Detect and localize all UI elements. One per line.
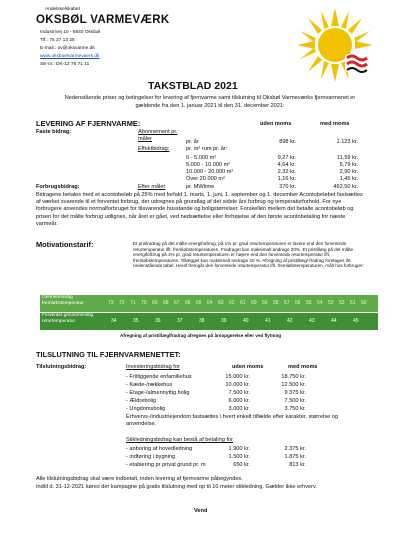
price-row-uden: 1,16 kr.	[277, 176, 296, 182]
flow-temp-value: 61	[240, 300, 246, 306]
price-row-desc: pr. m² rum pr. år:	[186, 146, 228, 152]
fee-row-med: 3.750 kr.	[284, 406, 306, 412]
footer-note-1: Alle tilslutningsbidrag skal være indbetalt, inden levering af fjernvarme påbegyndes.	[36, 476, 243, 482]
flow-temp-value: 71	[130, 300, 136, 306]
motivation-caption: Afregning af pristillæg/fradrag afregnes på årsopgørelse eller ved flytning	[120, 333, 282, 338]
flow-temp-value: 66	[185, 300, 191, 306]
forbrug-uden: 370 kr.	[279, 184, 296, 190]
return-temp-value: 37	[177, 318, 183, 324]
flow-temp-value: 52	[339, 300, 345, 306]
price-row-med: 1.123 kr.	[336, 139, 358, 145]
company-name: OKSBØL VARMEVÆRK	[36, 14, 170, 26]
flow-temp-value: 58	[273, 300, 279, 306]
return-temp-value: 43	[309, 318, 315, 324]
turn-page-label: Vend	[194, 508, 208, 514]
return-temperature-row	[40, 313, 378, 330]
stikledning-heading: Stikledningsbidrag kan bestå af betaling for	[126, 437, 233, 443]
flow-temp-value: 59	[262, 300, 268, 306]
price-row-med: 2,90 kr.	[339, 169, 358, 175]
flow-temp-value: 56	[295, 300, 301, 306]
flow-temp-value: 65	[196, 300, 202, 306]
erhverv-note: Erhvervs-/industriejendom fastsættes i hvert enkelt tilfælde efter karakter, størrelse og anvendelse.	[126, 414, 339, 427]
flow-temp-value: 50	[361, 300, 367, 306]
tilslutningsbidrag-label: Tilslutningsbidrag:	[36, 364, 87, 370]
flow-temp-value: 69	[152, 300, 158, 306]
price-row-desc: pr. år	[186, 139, 199, 145]
return-temp-value: 35	[133, 318, 139, 324]
return-temp-value: 41	[265, 318, 271, 324]
forbrugsbidrag-label: Forbrugsbidrag:	[36, 184, 80, 190]
fee-row-med: 7.500 kr.	[284, 398, 306, 404]
flow-temp-value: 55	[306, 300, 312, 306]
company-prefix: Andelsselskabet	[45, 7, 80, 12]
price-row-med: 5,79 kr.	[339, 162, 358, 168]
price-row-uden: 4,64 kr.	[277, 162, 296, 168]
fee-row-desc: - Ungdomsbolig	[126, 406, 166, 412]
return-temp-value: 38	[199, 318, 205, 324]
flow-temp-value: 70	[141, 300, 147, 306]
page-title: TAKSTBLAD 2021	[148, 80, 238, 92]
fee-row-med: 12.500 kr.	[281, 382, 306, 388]
motivation-heading: Motivationstarif:	[36, 240, 94, 249]
fee-row-uden: 10.000 kr.	[225, 382, 250, 388]
company-website-link[interactable]: www.oksboelvarmevaerk.dk	[40, 54, 100, 59]
col-med-moms-2: med moms	[288, 364, 318, 370]
price-row-desc: 0 - 5.000 m²	[186, 155, 217, 161]
price-row-uden: 898 kr.	[279, 139, 296, 145]
fee-row-desc: - Fritliggende enfamiliehus	[126, 374, 192, 380]
abonnement-label: Abonnement pr. måler	[138, 129, 178, 142]
return-temp-value: 44	[331, 318, 337, 324]
investeringsbidrag-heading: Investeringsbidrag for	[126, 364, 180, 370]
flow-temperature-row	[40, 295, 378, 312]
fee-row-med: 813 kr.	[289, 462, 306, 468]
flow-temp-value: 62	[229, 300, 235, 306]
return-temp-value: 45	[353, 318, 359, 324]
flow-temp-value: 60	[251, 300, 257, 306]
flow-temp-value: 51	[350, 300, 356, 306]
flow-temp-value: 73	[108, 300, 114, 306]
fee-row-uden: 1.900 kr.	[228, 446, 250, 452]
fee-row-med: 9.375 kr.	[284, 390, 306, 396]
return-temp-value: 39	[221, 318, 227, 324]
col-uden-moms-2: uden moms	[232, 364, 264, 370]
return-temp-value: 34	[111, 318, 117, 324]
fee-row-desc: - anboring af hovedledning	[126, 446, 193, 452]
company-address: Industrivej 10 - 6840 Oksbøl	[40, 30, 100, 35]
fee-row-desc: - etablering pr privat grund pr. m	[126, 462, 206, 468]
flow-temp-value: 68	[163, 300, 169, 306]
price-row-med: 11,59 kr.	[336, 155, 358, 161]
fee-row-med: 18.750 kr.	[281, 374, 306, 380]
company-se-number: SE-nr.: DK-12 78 71 11	[40, 62, 90, 67]
col-uden-moms: uden moms	[260, 121, 292, 127]
motivation-table	[40, 295, 378, 330]
motivation-text: Et prisfradrag på det målte energiforbrug, på 1% pr. grad returtemperaturen er lavere end den forventede returtemperatur iflt. fremløbstemperaturen. Fradraget kan maksimalt andrage 20%. Et pristillæg på det målte energiforbrug på 1% pr. grad returtemperaturen er højere end den forventede returtemperatur iflt. fremløbstemperaturen. Tillægget kan maksimalt andrage 20 %. Afregning af pristillæg/-fradrag foretages iht. nedenstående tabel. Heraf fremgår den forventede returtemperatur iflt. fremløbstemperaturen, målt hos forbruger:	[133, 241, 364, 269]
fee-row-uden: 650 kr.	[233, 462, 250, 468]
company-email: E-mail.: ov@oksvarme.dk	[40, 46, 95, 51]
forbrug-desc: pr. MWtime	[186, 184, 215, 190]
fee-row-desc: - Kæde-/rækkehus	[126, 382, 173, 388]
flow-temp-value: 67	[174, 300, 180, 306]
forbrug-med: 462,50 kr.	[333, 184, 358, 190]
flow-temp-value: 64	[207, 300, 213, 306]
fee-row-uden: 1.500 kr.	[228, 454, 250, 460]
flow-temp-value: 72	[119, 300, 125, 306]
price-row-uden: 9,27 kr.	[277, 155, 296, 161]
sun-logo	[297, 8, 373, 82]
faste-bidrag-label: Faste bidrag:	[36, 129, 72, 135]
forbrug-efter-maaler: Efter måler	[138, 184, 166, 190]
flow-temp-value: 53	[328, 300, 334, 306]
flow-temp-value: 54	[317, 300, 323, 306]
flow-row-label: Gennemsnitlig fremløbstemperatur	[42, 295, 84, 306]
return-temp-value: 36	[155, 318, 161, 324]
price-row-desc: Over 20.000 m²	[186, 176, 225, 182]
levering-note: Bidragene betales med et acontobeløb på 25% med forfald 1. marts, 1. juni, 1. september og 1. december Acontobeløbet fastsættes af værket svarende til et forventet forbrug, der udregnes på grundlag af det sidste års forbrug og temperaturforhold. For nye forbrugere anvendes normalforbruget for tilsvarende husstande og boligstørrelser. Forskellen mellem det betalte acontobeløb og prisen for det målte forbrug udlignes, når året er gået, ved nedsættelse eller forhøjelse af den første acontobetaling for næste varmeår.	[36, 192, 363, 227]
intro-text: Nedenstående priser og betingelser for levering af fjernvarme samt tilslutning til Oksbøl Varmeværks fjernvarmenet er gældende fra den 1. januar 2021 til den 31. december 2021:	[64, 95, 356, 109]
fee-row-uden: 7.500 kr.	[228, 390, 250, 396]
fee-row-uden: 3.000 kr.	[228, 406, 250, 412]
levering-heading: LEVERING AF FJERNVARME:	[36, 119, 141, 128]
fee-row-desc: - indføring i bygning	[126, 454, 176, 460]
price-row-desc: 10.000 - 20.000 m²	[186, 169, 234, 175]
col-med-moms: med moms	[320, 121, 350, 127]
company-phone: Tlf.: 75 27 13 25	[40, 38, 75, 43]
price-row-med: 1,45 kr.	[339, 176, 358, 182]
effektbidrag-label: Effektbidrag:	[138, 146, 170, 152]
tilslutning-heading: TILSLUTNING TIL FJERNVARMENETTET:	[36, 350, 181, 359]
fee-row-uden: 15.000 kr.	[225, 374, 250, 380]
flow-temp-value: 63	[218, 300, 224, 306]
fee-row-desc: - Etage-/almennyttig bolig	[126, 390, 190, 396]
flow-temp-value: 57	[284, 300, 290, 306]
fee-row-desc: - Ældrebolig	[126, 398, 157, 404]
price-row-desc: 5.000 - 10.000 m²	[186, 162, 231, 168]
fee-row-med: 1.875 kr.	[284, 454, 306, 460]
return-temp-value: 40	[243, 318, 249, 324]
return-temp-value: 42	[287, 318, 293, 324]
footer-note-2: Indtil d. 31-12-2021 køres der kampagne på gratis tilslutning med op til 10 meter stikledning. Gælder ikke erhverv.	[36, 484, 317, 490]
fee-row-uden: 6.000 kr.	[228, 398, 250, 404]
fee-row-med: 2.375 kr.	[284, 446, 306, 452]
return-row-label: Forventet gennemsnitlig returtemperatur	[42, 313, 94, 324]
price-row-uden: 2,32 kr.	[277, 169, 296, 175]
